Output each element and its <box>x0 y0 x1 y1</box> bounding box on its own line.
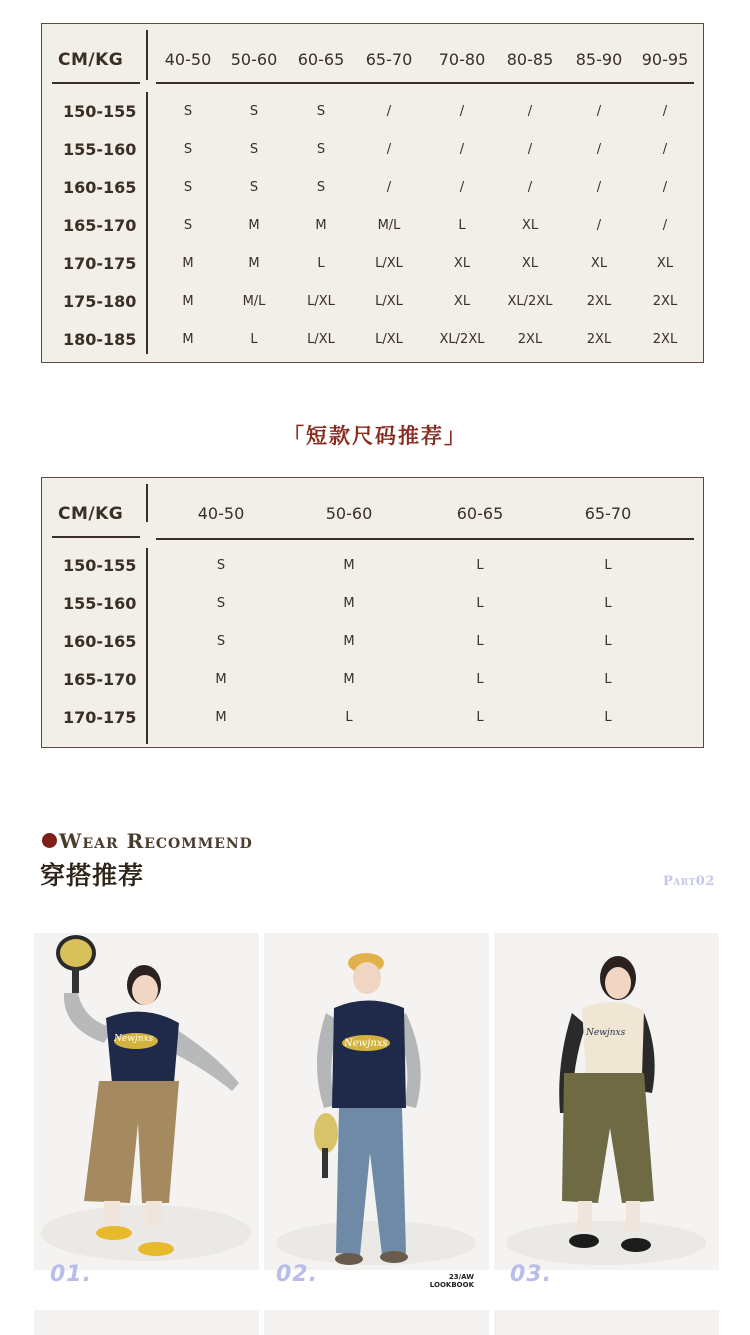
size-cell: XL <box>521 218 539 233</box>
size-cell: S <box>316 142 326 157</box>
size-cell: S <box>183 104 193 119</box>
row-header: 155-160 <box>63 140 137 159</box>
size-cell: L/XL <box>307 294 335 309</box>
chart-header-underline <box>156 538 694 540</box>
size-cell: S <box>183 180 193 195</box>
sweater-logo: Newjnxs <box>586 1028 626 1038</box>
size-cell: S <box>216 596 226 611</box>
size-cell: S <box>183 218 193 233</box>
size-cell: / <box>386 142 392 157</box>
size-cell: 2XL <box>517 332 543 347</box>
row-header: 175-180 <box>63 292 137 311</box>
size-cell: L <box>604 634 612 649</box>
column-header: 65-70 <box>365 50 413 69</box>
size-cell: L <box>345 710 353 725</box>
row-header: 150-155 <box>63 556 137 575</box>
size-cell: / <box>662 180 668 195</box>
row-header: 180-185 <box>63 330 137 349</box>
size-cell: / <box>386 180 392 195</box>
size-cell: / <box>662 104 668 119</box>
wear-recommend-text: Wear Recommend <box>59 829 253 853</box>
column-header: 40-50 <box>197 504 245 523</box>
size-cell: M <box>215 672 227 687</box>
outfit-photo-2[interactable] <box>264 933 489 1270</box>
row-header: 160-165 <box>63 178 137 197</box>
wear-recommend-subtitle: 穿搭推荐 <box>40 861 145 890</box>
next-photo-row-2 <box>264 1310 489 1335</box>
size-cell: / <box>527 142 533 157</box>
size-cell: L/XL <box>375 332 403 347</box>
lookbook-label <box>418 1273 474 1289</box>
sweater-logo: Newjnxs <box>114 1034 154 1044</box>
size-cell: / <box>386 104 392 119</box>
size-cell: XL <box>521 256 539 271</box>
size-cell: S <box>249 142 259 157</box>
row-header: 170-175 <box>63 708 137 727</box>
chart-vertical-divider <box>146 548 148 744</box>
lookbook-season: 23/AW <box>448 1273 474 1281</box>
size-cell: / <box>596 142 602 157</box>
column-header: 90-95 <box>641 50 689 69</box>
column-header: 50-60 <box>325 504 373 523</box>
wear-recommend-heading <box>42 829 253 853</box>
size-cell: L <box>317 256 325 271</box>
part-label: Part02 <box>663 874 715 889</box>
size-cell: S <box>316 104 326 119</box>
size-cell: M <box>182 332 194 347</box>
next-photo-row-1 <box>34 1310 259 1335</box>
column-header: 85-90 <box>575 50 623 69</box>
size-cell: S <box>183 142 193 157</box>
photo-number-3: 03. <box>510 1262 552 1287</box>
size-cell: XL/2XL <box>439 332 485 347</box>
size-cell: XL <box>656 256 674 271</box>
size-cell: L/XL <box>307 332 335 347</box>
size-cell: 2XL <box>586 294 612 309</box>
size-cell: L <box>604 710 612 725</box>
size-cell: M <box>182 294 194 309</box>
bullet-dot-icon <box>42 833 57 848</box>
row-header: 170-175 <box>63 254 137 273</box>
size-cell: L <box>604 558 612 573</box>
size-cell: M <box>343 672 355 687</box>
outfit-photo-3[interactable] <box>494 933 719 1270</box>
column-header: 60-65 <box>297 50 345 69</box>
row-header: 155-160 <box>63 594 137 613</box>
column-header: 60-65 <box>456 504 504 523</box>
short-size-title: 「短款尺码推荐」 <box>283 424 467 448</box>
size-cell: / <box>662 218 668 233</box>
size-cell: / <box>527 180 533 195</box>
size-cell: L <box>604 596 612 611</box>
size-cell: / <box>596 218 602 233</box>
chart-divider-left <box>52 536 140 538</box>
size-cell: XL/2XL <box>507 294 553 309</box>
size-cell: L <box>476 558 484 573</box>
size-cell: XL <box>453 256 471 271</box>
photo-number-1: 01. <box>50 1262 92 1287</box>
chart-divider-left <box>52 82 140 84</box>
size-cell: L/XL <box>375 256 403 271</box>
size-cell: M <box>248 256 260 271</box>
chart-vertical-divider <box>146 484 148 522</box>
chart-corner-label: CM/KG <box>58 504 124 524</box>
size-cell: / <box>459 104 465 119</box>
lookbook-word: LOOKBOOK <box>429 1281 474 1289</box>
column-header: 40-50 <box>164 50 212 69</box>
column-header: 70-80 <box>438 50 486 69</box>
size-cell: S <box>316 180 326 195</box>
size-cell: L <box>476 710 484 725</box>
chart-header-underline <box>156 82 694 84</box>
column-header: 50-60 <box>230 50 278 69</box>
size-cell: M <box>215 710 227 725</box>
size-cell: M <box>343 596 355 611</box>
size-cell: M <box>315 218 327 233</box>
column-header: 65-70 <box>584 504 632 523</box>
size-cell: / <box>459 142 465 157</box>
size-cell: 2XL <box>652 294 678 309</box>
size-cell: L <box>476 672 484 687</box>
size-cell: M <box>343 558 355 573</box>
size-cell: S <box>216 558 226 573</box>
size-cell: 2XL <box>652 332 678 347</box>
size-cell: L <box>476 596 484 611</box>
size-cell: M/L <box>377 218 401 233</box>
size-cell: L <box>250 332 258 347</box>
size-cell: / <box>527 104 533 119</box>
size-cell: M/L <box>242 294 266 309</box>
size-cell: L <box>476 634 484 649</box>
row-header: 165-170 <box>63 670 137 689</box>
size-chart-long <box>41 23 704 363</box>
size-cell: L <box>458 218 466 233</box>
row-header: 165-170 <box>63 216 137 235</box>
size-cell: / <box>596 104 602 119</box>
size-cell: M <box>248 218 260 233</box>
size-cell: 2XL <box>586 332 612 347</box>
next-photo-row-3 <box>494 1310 719 1335</box>
size-cell: S <box>216 634 226 649</box>
photo-number-2: 02. <box>276 1262 318 1287</box>
size-cell: L <box>604 672 612 687</box>
chart-corner-label: CM/KG <box>58 50 124 70</box>
size-cell: / <box>596 180 602 195</box>
size-chart-short <box>41 477 704 748</box>
sweater-logo: Newjnxs <box>344 1038 388 1049</box>
size-cell: / <box>459 180 465 195</box>
size-cell: L/XL <box>375 294 403 309</box>
column-header: 80-85 <box>506 50 554 69</box>
size-cell: M <box>343 634 355 649</box>
outfit-photo-1[interactable] <box>34 933 259 1270</box>
size-cell: XL <box>453 294 471 309</box>
size-cell: S <box>249 180 259 195</box>
size-cell: XL <box>590 256 608 271</box>
row-header: 150-155 <box>63 102 137 121</box>
row-header: 160-165 <box>63 632 137 651</box>
size-cell: M <box>182 256 194 271</box>
size-cell: / <box>662 142 668 157</box>
size-cell: S <box>249 104 259 119</box>
